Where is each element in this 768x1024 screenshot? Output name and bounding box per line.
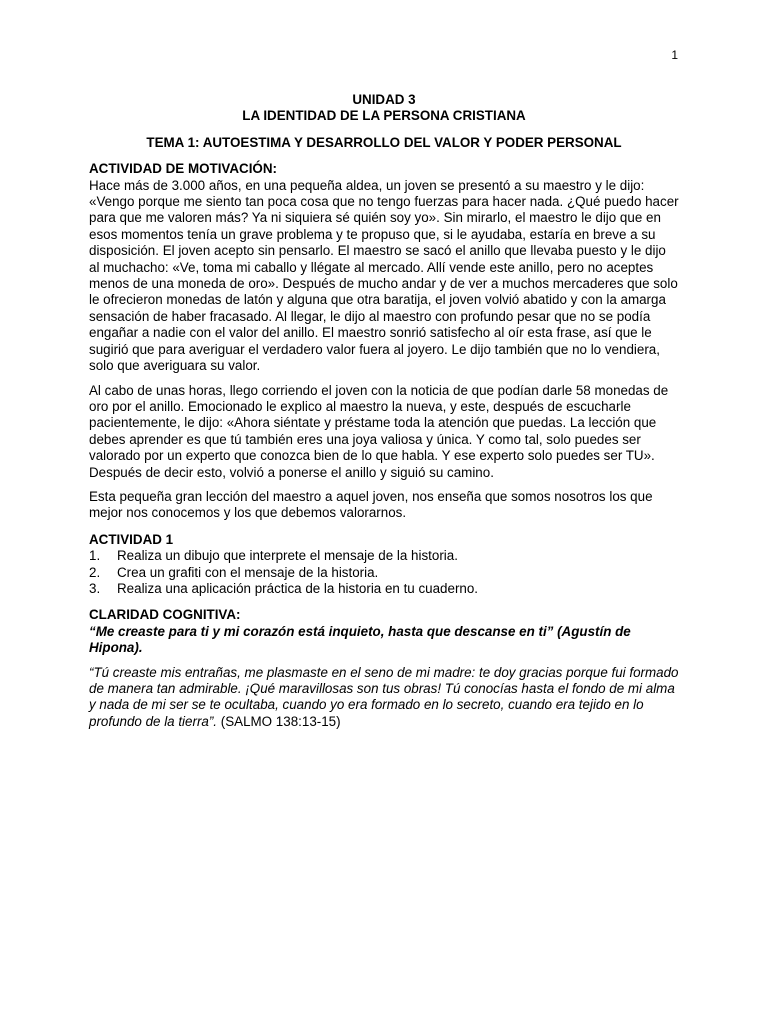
list-item-text: Realiza un dibujo que interprete el mensaje de la historia. bbox=[117, 548, 458, 564]
list-item-number: 1. bbox=[89, 548, 101, 564]
list-item bbox=[89, 548, 679, 564]
list-item-number: 3. bbox=[89, 580, 101, 596]
list-item-number: 2. bbox=[89, 564, 101, 580]
topic-title: TEMA 1: AUTOESTIMA Y DESARROLLO DEL VALOR Y PODER PERSONAL bbox=[146, 134, 622, 150]
unit-title: LA IDENTIDAD DE LA PERSONA CRISTIANA bbox=[242, 108, 526, 124]
motivation-heading: ACTIVIDAD DE MOTIVACIÓN: bbox=[89, 161, 277, 177]
psalm-paragraph bbox=[89, 665, 679, 731]
list-item bbox=[89, 565, 679, 581]
unit-label: UNIDAD 3 bbox=[352, 92, 416, 107]
list-item bbox=[89, 581, 679, 597]
motivation-paragraph-1: Hace más de 3.000 años, en una pequeña aldea, un joven se presentó a su maestro y le dijo: «Vengo porque me siento tan poca cosa que no tengo fuerzas para hacer nada. ¿Qué puedo hacer para que me valoren más? Ya ni siquiera sé quién soy yo». Sin mirarlo, el maestro le dijo que en esos momentos tenía un grave problema y te propuso que, si le ayudaba, estaría en breve a su disposición. El joven acepto sin pensarlo. El maestro se sacó el anillo que llevaba puesto y le dijo al muchacho: «Ve, toma mi caballo y llégate al mercado. Allí vende este anillo, pero no aceptes menos de una moneda de oro». Después de mucho andar y de ver a muchos mercaderes que solo le ofrecieron monedas de latón y alguna que otra baratija, el joven volvió abatido y con la amarga sensación de haber fracasado. Al llegar, le dijo al maestro con profundo pesar que no se podía engañar a nadie con el valor del anillo. El maestro sonrió satisfecho al oír esta frase, así que le sugirió que para averiguar el verdadero valor fuera al joyero. Le dijo también que no lo vendiera, solo que averiguara su valor. bbox=[89, 177, 679, 374]
list-item-text: Realiza una aplicación práctica de la historia en tu cuaderno. bbox=[117, 580, 479, 596]
activity-heading: ACTIVIDAD 1 bbox=[89, 531, 174, 547]
activity-list bbox=[89, 548, 679, 597]
list-item-text: Crea un grafiti con el mensaje de la historia. bbox=[117, 564, 379, 580]
clarity-heading: CLARIDAD COGNITIVA: bbox=[89, 607, 241, 623]
augustine-quote: “Me creaste para ti y mi corazón está inquieto, hasta que descanse en ti” (Agustín de Hipona). bbox=[89, 623, 631, 656]
page-number: 1 bbox=[671, 48, 678, 62]
psalm-reference: (SALMO 138:13-15) bbox=[217, 713, 341, 729]
motivation-paragraph-3: Esta pequeña gran lección del maestro a aquel joven, nos enseña que somos nosotros los que mejor nos conocemos y los que debemos valorarnos. bbox=[89, 488, 653, 521]
motivation-paragraph-2: Al cabo de unas horas, llego corriendo el joven con la noticia de que podían darle 58 monedas de oro por el anillo. Emocionado le explico al maestro la nueva, y este, después de escucharle pacientemente, le dijo: «Ahora siéntate y préstame toda la atención que puedas. La lección que debes aprender es que tú también eres una joya valiosa y única. Y como tal, solo puedes ser valorado por un experto que conozca bien de lo que habla. Y ese experto solo puedes ser TU». Después de decir esto, volvió a ponerse el anillo y siguió su camino. bbox=[89, 382, 669, 480]
document-body bbox=[89, 92, 679, 738]
psalm-text: “Tú creaste mis entrañas, me plasmaste en el seno de mi madre: te doy gracias porque fui formado de manera tan admirable. ¡Qué maravillosas son tus obras! Tú conocías hasta el fondo de mi alma y nada de mi ser se te ocultaba, cuando yo era formado en lo secreto, cuando era tejido en lo profundo de la tierra”. bbox=[89, 664, 679, 729]
